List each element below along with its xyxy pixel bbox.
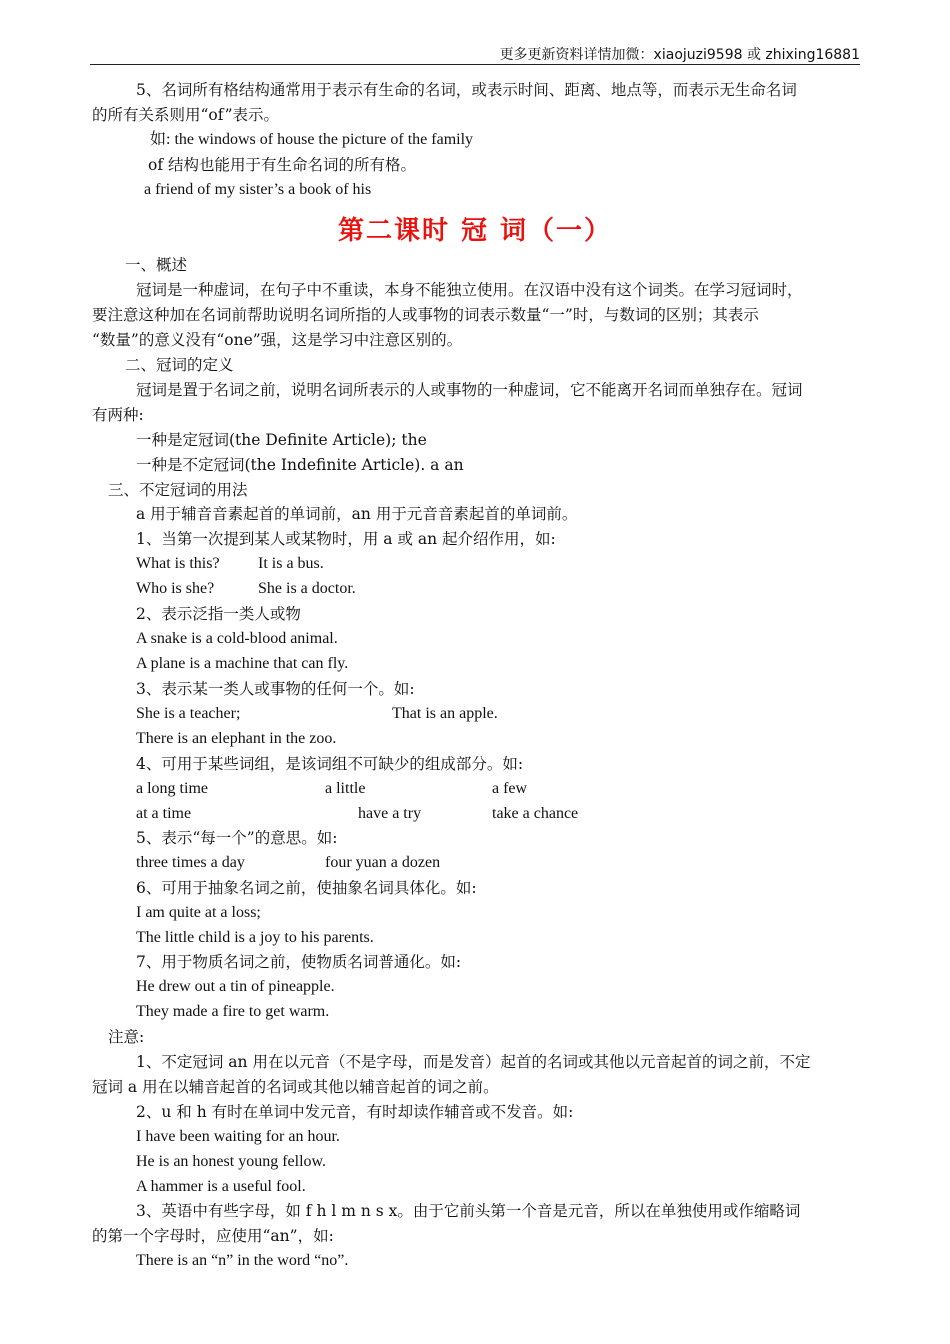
usage6-example1: I am quite at a loss; xyxy=(136,904,261,921)
usage3-example1b: That is an apple. xyxy=(392,705,498,722)
sec3-usage6: 6、可用于抽象名词之前，使抽象名词具体化。如: xyxy=(136,879,477,897)
sec1-line2: 要注意这种加在名词前帮助说明名词所指的人或事物的词表示数量“一”时，与数词的区别；其表示 xyxy=(92,306,759,324)
notes-heading: 注意: xyxy=(108,1028,145,1046)
note3-example: There is an “n” in the word “no”. xyxy=(136,1252,349,1269)
note1-line2: 冠词 a 用在以辅音起首的名词或其他以辅音起首的词之前。 xyxy=(92,1078,499,1096)
sec2-line2: 有两种: xyxy=(92,406,144,424)
usage1-question1: What is this? xyxy=(136,555,220,572)
sec2-heading: 二、冠词的定义 xyxy=(125,356,234,374)
page-header xyxy=(90,44,860,65)
phrase-item: at a time xyxy=(136,805,192,822)
phrase-item: three times a day xyxy=(136,854,245,871)
intro-example2: a friend of my sister’s a book of his xyxy=(144,181,372,198)
header-text: 更多更新资料详情加微：xiaojuzi9598 或 zhixing16881 xyxy=(499,47,860,63)
sec3-usage7: 7、用于物质名词之前，使物质名词普通化。如: xyxy=(136,953,462,971)
note2: 2、u 和 h 有时在单词中发元音，有时却读作辅音或不发音。如: xyxy=(136,1103,574,1121)
note2-example1: I have been waiting for an hour. xyxy=(136,1128,340,1145)
usage2-example2: A plane is a machine that can fly. xyxy=(136,655,349,672)
sec3-usage5: 5、表示“每一个”的意思。如: xyxy=(136,829,338,847)
note2-example2: He is an honest young fellow. xyxy=(136,1153,327,1170)
intro-para5-line2: 的所有关系则用“of”表示。 xyxy=(92,106,280,124)
note1-line1: 1、不定冠词 an 用在以元音（不是字母，而是发音）起首的名词或其他以元音起首的词之前，不定 xyxy=(136,1053,811,1071)
intro-note: of 结构也能用于有生命名词的所有格。 xyxy=(148,156,416,174)
usage3-example2: There is an elephant in the zoo. xyxy=(136,730,337,747)
intro-para5-line1: 5、名词所有格结构通常用于表示有生命的名词，或表示时间、距离、地点等，而表示无生命名词 xyxy=(136,81,797,99)
usage7-example2: They made a fire to get warm. xyxy=(136,1003,330,1020)
sec1-line3: “数量”的意义没有“one”强，这是学习中注意区别的。 xyxy=(92,331,463,349)
sec2-line1: 冠词是置于名词之前，说明名词所表示的人或事物的一种虚词，它不能离开名词而单独存在。冠词 xyxy=(136,381,803,399)
sec1-line1: 冠词是一种虚词，在句子中不重读，本身不能独立使用。在汉语中没有这个词类。在学习冠词时， xyxy=(136,281,803,299)
note3-line1: 3、英语中有些字母，如 f h l m n s x。由于它前头第一个音是元音，所以在单独使用或作缩略词 xyxy=(136,1202,801,1220)
usage6-example2: The little child is a joy to his parents. xyxy=(136,929,374,946)
usage3-example1a: She is a teacher; xyxy=(136,705,241,722)
usage1-answer2: She is a doctor. xyxy=(258,580,356,597)
sec3-usage2: 2、表示泛指一类人或物 xyxy=(136,605,301,623)
usage2-example1: A snake is a cold-blood animal. xyxy=(136,630,338,647)
phrase-item: a little xyxy=(325,780,366,797)
phrase-item: have a try xyxy=(358,805,422,822)
sec1-heading: 一、概述 xyxy=(125,256,188,274)
sec3-heading: 三、不定冠词的用法 xyxy=(108,481,248,499)
sec2-indefinite: 一种是不定冠词(the Indefinite Article). a an xyxy=(136,456,464,474)
sec3-usage1: 1、当第一次提到某人或某物时，用 a 或 an 起介绍作用，如: xyxy=(136,530,556,548)
phrase-item: a few xyxy=(492,780,528,797)
phrase-item: take a chance xyxy=(492,805,579,822)
note2-example3: A hammer is a useful fool. xyxy=(136,1178,306,1195)
phrase-item: a long time xyxy=(136,780,208,797)
sec2-definite: 一种是定冠词(the Definite Article); the xyxy=(136,431,427,449)
sec3-usage4: 4、可用于某些词组，是该词组不可缺少的组成部分。如: xyxy=(136,755,524,773)
intro-example1: 如: the windows of house the picture of the family xyxy=(150,131,474,148)
usage1-answer1: It is a bus. xyxy=(258,555,324,572)
sec3-usage3: 3、表示某一类人或事物的任何一个。如: xyxy=(136,680,415,698)
note3-line2: 的第一个字母时，应使用“an”，如: xyxy=(92,1227,334,1245)
sec3-rule: a 用于辅音音素起首的单词前，an 用于元音音素起首的单词前。 xyxy=(136,505,578,523)
usage1-question2: Who is she? xyxy=(136,580,215,597)
lesson-title: 第二课时 冠 词（一） xyxy=(337,216,613,246)
usage7-example1: He drew out a tin of pineapple. xyxy=(136,978,335,995)
phrase-item: four yuan a dozen xyxy=(325,854,441,871)
